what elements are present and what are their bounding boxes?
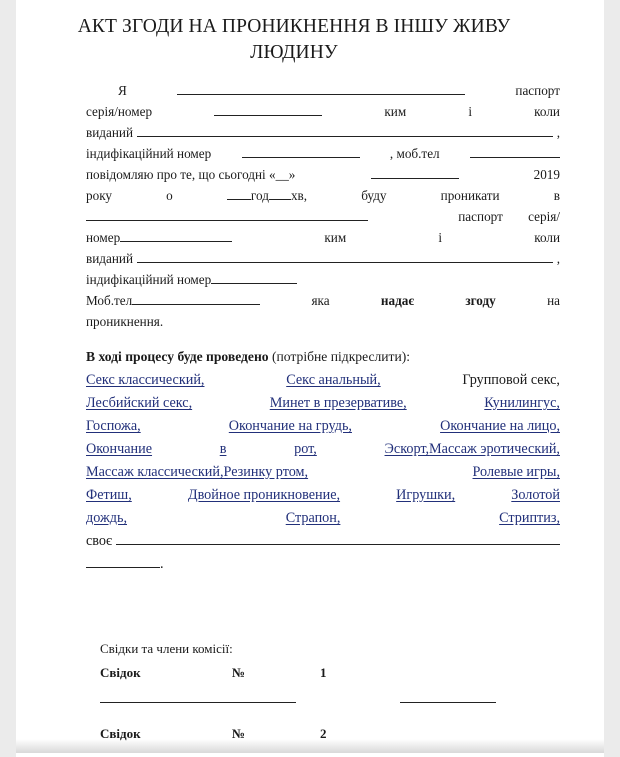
label-ya: Я bbox=[118, 83, 127, 98]
form-line-5: повідомляю про те, що сьогодні «__» 2019 bbox=[86, 167, 560, 182]
option-item[interactable]: Секс классический, bbox=[86, 372, 205, 388]
options-line-6 bbox=[86, 484, 560, 506]
witness-1-no: № bbox=[232, 665, 246, 680]
option-item[interactable]: Массаж эротический, bbox=[429, 441, 560, 457]
option-item[interactable]: Минет в презервативе, bbox=[269, 395, 407, 411]
partner-ident-field[interactable] bbox=[211, 271, 297, 284]
options-line-3 bbox=[86, 415, 560, 437]
partner-phone-field[interactable] bbox=[132, 292, 260, 305]
label-pasport: паспорт bbox=[515, 83, 560, 98]
options-line-2 bbox=[86, 392, 560, 414]
option-item[interactable]: в bbox=[219, 441, 227, 457]
option-item[interactable]: Секс анальный, bbox=[286, 372, 381, 388]
option-item[interactable]: Страпон, bbox=[285, 510, 341, 526]
form-line-11: Моб.тел яка надає згоду на bbox=[86, 293, 560, 308]
witnesses-heading: Свідки та члени комісії: bbox=[100, 641, 233, 656]
partner-passport-field[interactable] bbox=[120, 229, 232, 242]
phone-field[interactable] bbox=[470, 145, 560, 158]
minute-field[interactable] bbox=[269, 187, 291, 200]
form-line-10: індифікаційний номер bbox=[86, 271, 560, 289]
form-line-8: номер ким і коли bbox=[86, 230, 560, 245]
option-item[interactable]: рот, bbox=[294, 441, 317, 457]
witness-1-signature-line[interactable] bbox=[100, 690, 296, 703]
option-item[interactable]: Золотой bbox=[511, 487, 560, 503]
form-line-1 bbox=[86, 82, 560, 100]
custom-option-field[interactable] bbox=[116, 532, 560, 545]
date-month-field[interactable] bbox=[371, 166, 459, 179]
form-line-6: року о год хв, буду проникати в bbox=[86, 188, 560, 203]
witness-2-label: Свідок bbox=[100, 726, 141, 741]
option-item[interactable]: Групповой секс, bbox=[462, 372, 560, 388]
option-item[interactable]: Окончание bbox=[86, 441, 153, 457]
option-item[interactable]: дождь, bbox=[86, 510, 127, 526]
form-line-12: проникнення. bbox=[86, 314, 164, 329]
witness-1-name-line[interactable] bbox=[400, 690, 496, 703]
option-item[interactable]: Госпожа, bbox=[86, 418, 141, 434]
options-line-1 bbox=[86, 369, 560, 391]
option-item[interactable]: Массаж классический, bbox=[86, 464, 224, 480]
ident-number-field[interactable] bbox=[242, 145, 360, 158]
option-item[interactable]: Фетиш, bbox=[86, 487, 132, 503]
option-item[interactable]: Двойное проникновение, bbox=[187, 487, 341, 503]
name-field[interactable] bbox=[177, 82, 465, 95]
option-item[interactable]: Кунилингус, bbox=[484, 395, 560, 411]
option-item[interactable]: Стриптиз, bbox=[499, 510, 560, 526]
process-heading: В ході процесу буде проведено (потрібне підкреслити): bbox=[86, 349, 411, 364]
option-item[interactable]: Игрушки, bbox=[396, 487, 456, 503]
option-item[interactable]: Резинку ртом, bbox=[223, 464, 309, 480]
witness-1-label: Свідок bbox=[100, 665, 141, 680]
passport-number-field[interactable] bbox=[214, 103, 322, 116]
options-line-4 bbox=[86, 438, 560, 460]
option-item[interactable]: Ролевые игры, bbox=[472, 464, 560, 480]
issued-field[interactable] bbox=[137, 124, 553, 137]
witness-2-number: 2 bbox=[320, 726, 327, 741]
custom-option-field-2[interactable] bbox=[86, 555, 160, 568]
form-line-2: серія/номер ким і коли bbox=[86, 104, 560, 119]
options-line-5 bbox=[86, 461, 560, 483]
form-line-4: індифікаційний номер , моб.тел bbox=[86, 145, 560, 163]
option-item[interactable]: Окончание на грудь, bbox=[228, 418, 352, 434]
partner-name-field[interactable] bbox=[86, 208, 368, 221]
witness-2-no: № bbox=[232, 726, 246, 741]
option-item[interactable]: Лесбийский секс, bbox=[86, 395, 193, 411]
form-line-9: виданий , bbox=[86, 251, 560, 266]
option-item[interactable]: Окончание на лицо, bbox=[440, 418, 560, 434]
document-title: АКТ ЗГОДИ НА ПРОНИКНЕННЯ В ІНШУ ЖИВУ ЛЮДИНУ bbox=[77, 16, 511, 63]
option-item[interactable]: Эскорт, bbox=[384, 441, 430, 457]
partner-issued-field[interactable] bbox=[137, 250, 553, 263]
form-line-3: виданий , bbox=[86, 125, 560, 140]
options-line-7 bbox=[86, 507, 560, 529]
options-line-8: своє bbox=[86, 530, 560, 552]
witness-1-number: 1 bbox=[320, 665, 327, 680]
form-line-7: паспорт серія/ bbox=[86, 208, 560, 226]
options-line-9: . bbox=[86, 553, 560, 575]
hour-field[interactable] bbox=[227, 187, 251, 200]
